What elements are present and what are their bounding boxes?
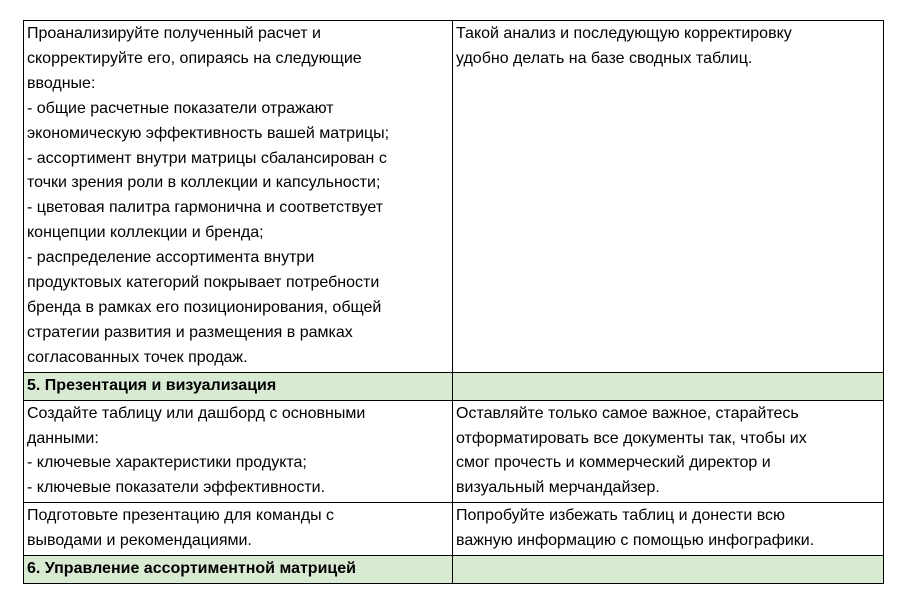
- text-line: - общие расчетные показатели отражают: [27, 99, 334, 117]
- table-row-analysis: [24, 21, 884, 373]
- text-line: данными:: [27, 429, 99, 447]
- tip-cell: [453, 21, 884, 373]
- section-title: 5. Презентация и визуализация: [24, 372, 453, 400]
- section-empty-cell: [453, 372, 884, 400]
- guidelines-table: [23, 20, 884, 584]
- instruction-cell: [24, 503, 453, 556]
- text-line: Такой анализ и последующую корректировку: [456, 25, 792, 42]
- text-line: отформатировать все документы так, чтобы их: [456, 429, 807, 447]
- text-line: выводами и рекомендациями.: [27, 532, 252, 550]
- tip-cell: [453, 503, 884, 556]
- text-line: бренда в рамках его позиционирования, общей: [27, 298, 382, 316]
- tip-cell: [453, 400, 884, 503]
- section-title: 6. Управление ассортиментной матрицей: [24, 556, 453, 584]
- text-line: - ключевые показатели эффективности.: [27, 479, 326, 497]
- text-line: - цветовая палитра гармонична и соответствует: [27, 199, 384, 217]
- text-line: - ключевые характеристики продукта;: [27, 454, 307, 472]
- text-line: - распределение ассортимента внутри: [27, 249, 315, 267]
- text-line: концепции коллекции и бренда;: [27, 224, 264, 242]
- instruction-cell: [24, 400, 453, 503]
- text-line: согласованных точек продаж.: [27, 348, 248, 366]
- text-line: скорректируйте его, опираясь на следующие: [27, 49, 362, 67]
- text-line: Проанализируйте полученный расчет и: [27, 25, 321, 42]
- text-line: точки зрения роли в коллекции и капсульности;: [27, 174, 381, 192]
- text-line: смог прочесть и коммерческий директор и: [456, 454, 771, 472]
- section-header-row: [24, 556, 884, 584]
- instruction-cell: [24, 21, 453, 373]
- text-line: вводные:: [27, 74, 96, 92]
- text-line: Попробуйте избежать таблиц и донести всю: [456, 507, 786, 525]
- text-line: экономическую эффективность вашей матрицы;: [27, 124, 390, 142]
- text-line: Создайте таблицу или дашборд с основными: [27, 404, 366, 422]
- text-line: удобно делать на базе сводных таблиц.: [456, 49, 753, 67]
- text-line: Оставляйте только самое важное, старайтесь: [456, 404, 799, 422]
- text-line: важную информацию с помощью инфографики.: [456, 532, 815, 550]
- text-line: - ассортимент внутри матрицы сбалансирован с: [27, 149, 387, 167]
- table-row-presentation: [24, 503, 884, 556]
- table-row-dashboard: [24, 400, 884, 503]
- text-line: продуктовых категорий покрывает потребности: [27, 274, 380, 292]
- section-empty-cell: [453, 556, 884, 584]
- text-line: Подготовьте презентацию для команды с: [27, 507, 335, 525]
- section-header-row: [24, 372, 884, 400]
- text-line: визуальный мерчандайзер.: [456, 479, 660, 497]
- text-line: стратегии развития и размещения в рамках: [27, 323, 353, 341]
